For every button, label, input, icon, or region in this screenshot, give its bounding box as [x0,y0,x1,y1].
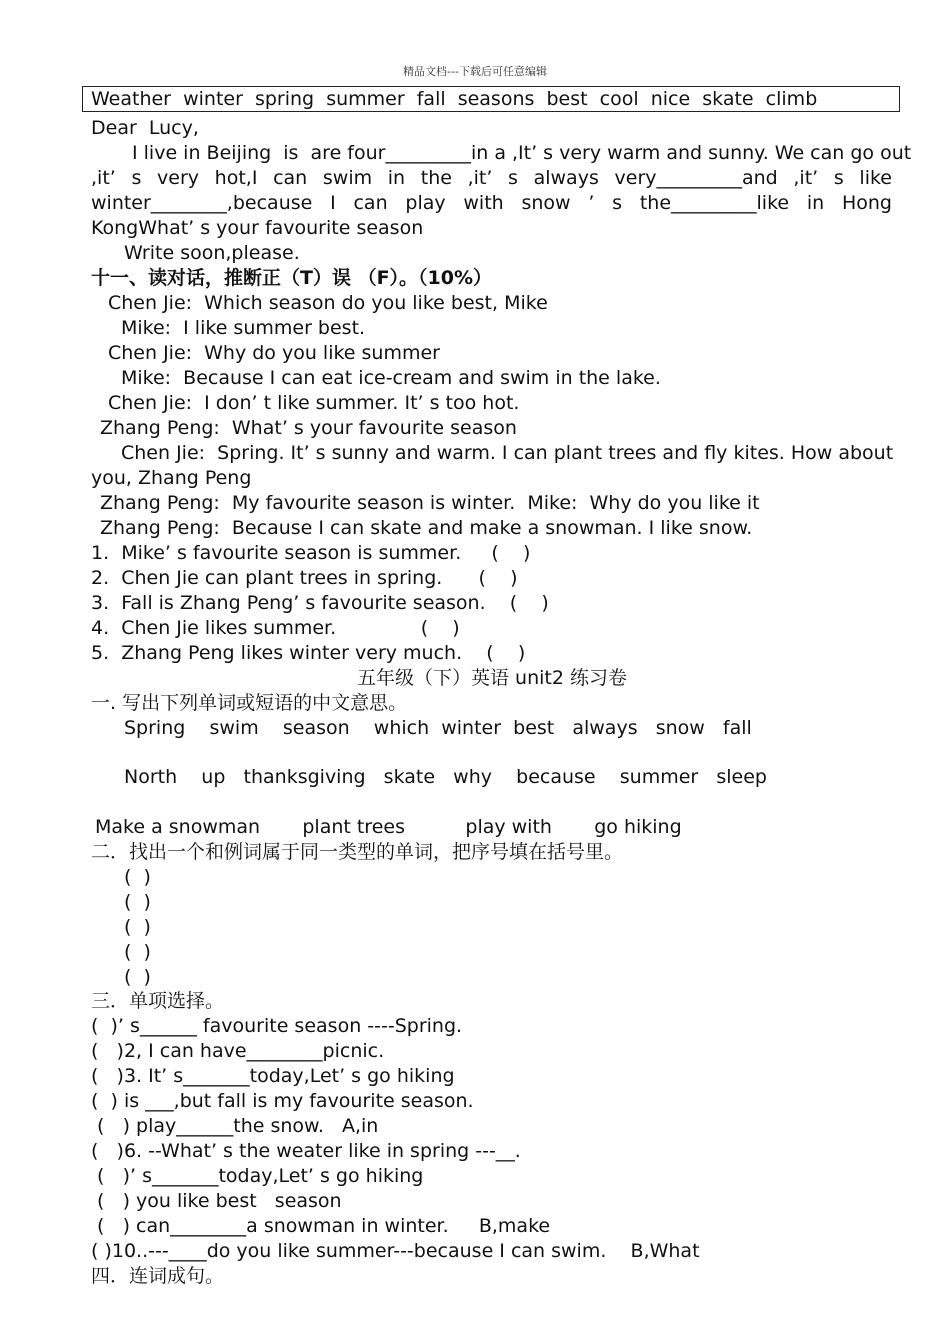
mc-question: ( ) play______the snow. A,in [91,1115,379,1137]
dialogue-line: Zhang Peng: Because I can skate and make a snowman. I like snow. [100,517,753,539]
letter-greeting: Dear Lucy, [91,117,199,139]
answer-blank: ( ) [124,891,151,913]
mc-question: ( ) is ___,but fall is my favourite season. [91,1090,474,1112]
dialogue-line: Chen Jie: Spring. It’ s sunny and warm. I can plant trees and fly kites. How about [121,442,894,464]
vocab-row-3: Make a snowman plant trees play with go hiking [95,816,682,838]
answer-blank: ( ) [124,966,151,988]
dialogue-line: Chen Jie: Why do you like summer [108,342,440,364]
worksheet-title: 五年级（下）英语 unit2 练习卷 [357,667,627,689]
dialogue-line: Chen Jie: I don’ t like summer. It’ s too hot. [108,392,520,414]
letter-line-3: winter________,because I can play with snow ’ s the_________like in Hong [91,192,892,214]
mc-question: ( )3. It’ s_______today,Let’ s go hiking [91,1065,455,1087]
answer-blank: ( ) [124,941,151,963]
section-2-title: 二．找出一个和例词属于同一类型的单词，把序号填在括号里。 [91,841,624,863]
letter-line-1: I live in Beijing is are four_________in a ,It’ s very warm and sunny. We can go out [132,142,912,164]
mc-question: ( ) you like best season [91,1190,342,1212]
mc-question: ( )’ s_______today,Let’ s go hiking [91,1165,424,1187]
tf-statement: 2. Chen Jie can plant trees in spring. ( ) [91,567,518,589]
page-header: 精品文档---下载后可任意编辑 [403,65,547,78]
dialogue-line: Chen Jie: Which season do you like best, Mike [108,292,548,314]
vocab-row-2: North up thanksgiving skate why because summer sleep [124,766,767,788]
section-4-title: 四．连词成句。 [91,1265,225,1287]
answer-blank: ( ) [124,916,151,938]
tf-statement: 4. Chen Jie likes summer. ( ) [91,617,460,639]
section-11-title: 十一、读对话，推断正（T）误 （F）。（10%） [91,267,493,289]
mc-question: ( )6. --What’ s the weater like in spring ---__. [91,1140,521,1162]
dialogue-line: Mike: Because I can eat ice-cream and swim in the lake. [121,367,661,389]
mc-question: ( ) can________a snowman in winter. B,make [91,1215,551,1237]
mc-question: ( )’ s______ favourite season ----Spring. [91,1015,463,1037]
vocab-row-1: Spring swim season which winter best always snow fall [124,717,752,739]
dialogue-line: Zhang Peng: My favourite season is winter. Mike: Why do you like it [100,492,760,514]
letter-closing: Write soon,please. [124,242,300,264]
word-bank-box [82,86,900,112]
mc-question: ( )10..---____do you like summer---because I can swim. B,What [91,1240,700,1262]
section-1-title: 一. 写出下列单词或短语的中文意思。 [91,692,408,714]
mc-question: ( )2, I can have________picnic. [91,1040,385,1062]
tf-statement: 5. Zhang Peng likes winter very much. ( ) [91,642,526,664]
section-3-title: 三．单项选择。 [91,990,225,1012]
tf-statement: 3. Fall is Zhang Peng’ s favourite season. ( ) [91,592,549,614]
answer-blank: ( ) [124,866,151,888]
letter-line-4: KongWhat’ s your favourite season [91,217,424,239]
dialogue-line: Zhang Peng: What’ s your favourite season [100,417,517,439]
letter-line-2: ,it’ s very hot,I can swim in the ,it’ s always very_________and ,it’ s like [91,167,892,189]
tf-statement: 1. Mike’ s favourite season is summer. ( ) [91,542,531,564]
dialogue-line: Mike: I like summer best. [121,317,366,339]
dialogue-line: you, Zhang Peng [91,467,252,489]
word-bank: Weather winter spring summer fall seasons best cool nice skate climb [91,88,818,110]
